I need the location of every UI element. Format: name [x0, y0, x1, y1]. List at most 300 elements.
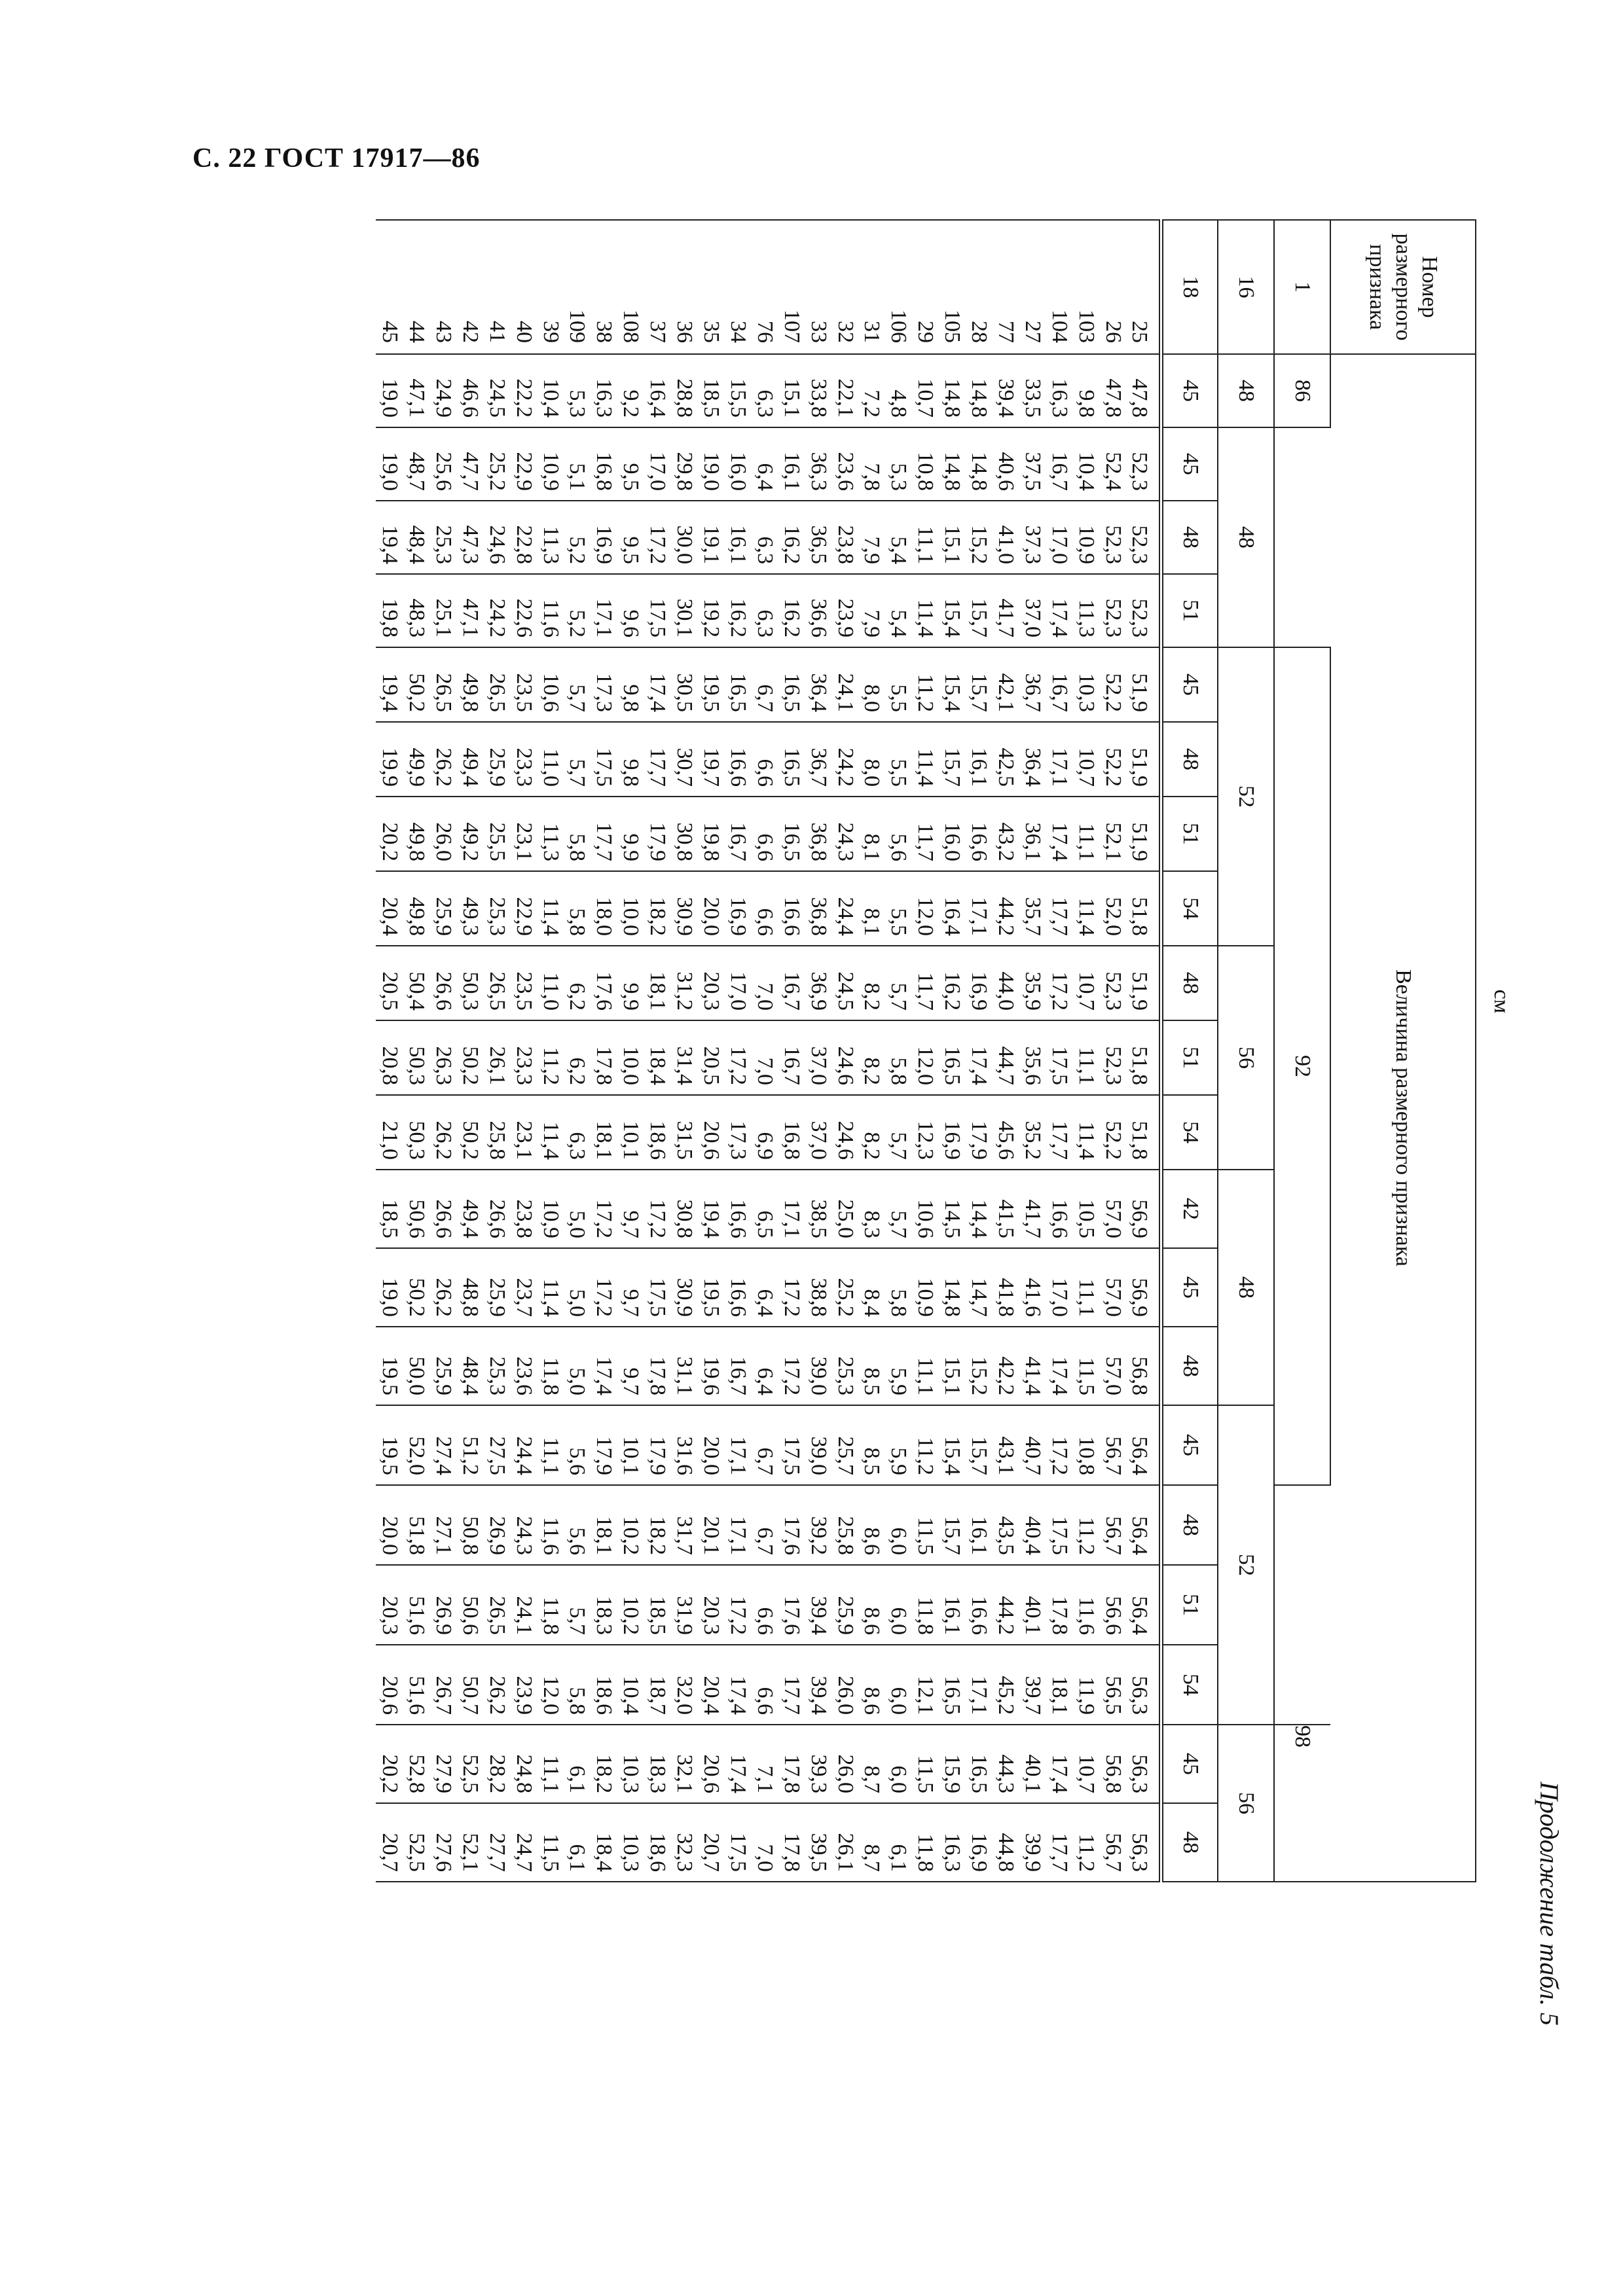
value-cell: 49,2 — [456, 797, 483, 871]
value-cell: 10,9 — [1072, 501, 1099, 574]
value-cell: 20,7 — [376, 1803, 403, 1882]
value-cell: 16,2 — [724, 574, 751, 647]
value-cell: 16,9 — [590, 501, 617, 574]
row-id-cell: 109 — [564, 220, 591, 354]
row-id-cell: 103 — [1072, 220, 1099, 354]
value-cell: 28,8 — [670, 354, 697, 427]
value-cell: 5,3 — [884, 427, 911, 501]
value-cell: 5,7 — [564, 647, 591, 722]
value-cell: 42,1 — [992, 647, 1019, 722]
value-cell: 45,2 — [992, 1645, 1019, 1725]
row-id-cell: 106 — [884, 220, 911, 354]
value-cell: 10,4 — [537, 354, 564, 427]
value-cell: 17,8 — [778, 1725, 805, 1803]
value-cell: 17,2 — [724, 1020, 751, 1095]
value-cell: 35,9 — [1019, 946, 1046, 1020]
row-id-cell: 32 — [831, 220, 858, 354]
row-id-cell: 41 — [483, 220, 510, 354]
value-cell: 17,2 — [778, 1248, 805, 1327]
value-cell: 26,6 — [429, 1170, 456, 1248]
value-cell: 11,1 — [537, 1725, 564, 1803]
row-id-cell: 26 — [1099, 220, 1126, 354]
value-cell: 28,2 — [483, 1725, 510, 1803]
value-cell: 5,7 — [884, 946, 911, 1020]
value-cell: 23,6 — [831, 427, 858, 501]
value-cell: 56,9 — [1126, 1248, 1161, 1327]
value-cell: 8,1 — [858, 797, 885, 871]
value-cell: 22,9 — [510, 871, 537, 946]
value-cell: 22,1 — [831, 354, 858, 427]
value-cell: 49,4 — [456, 1170, 483, 1248]
value-cell: 5,0 — [564, 1327, 591, 1405]
value-cell: 27,9 — [429, 1725, 456, 1803]
value-cell: 16,5 — [778, 722, 805, 797]
value-cell: 22,8 — [510, 501, 537, 574]
value-cell: 17,6 — [778, 1485, 805, 1565]
value-cell: 52,5 — [456, 1725, 483, 1803]
value-cell: 20,1 — [697, 1485, 724, 1565]
value-cell: 5,4 — [884, 501, 911, 574]
table-body — [376, 220, 1161, 1882]
value-cell: 19,5 — [376, 1405, 403, 1485]
group-blank-1 — [1274, 427, 1330, 647]
value-cell: 26,5 — [483, 1565, 510, 1645]
value-cell: 17,3 — [590, 647, 617, 722]
value-cell: 20,0 — [697, 871, 724, 946]
group-blank-2 — [1274, 1485, 1330, 1725]
value-cell: 16,1 — [938, 1565, 965, 1645]
row-id-cell: 42 — [456, 220, 483, 354]
col-head-7: 51 — [1161, 797, 1218, 871]
value-cell: 25,9 — [831, 1565, 858, 1645]
value-cell: 16,2 — [778, 574, 805, 647]
value-cell: 24,6 — [483, 501, 510, 574]
value-cell: 17,2 — [724, 1565, 751, 1645]
value-cell: 24,7 — [510, 1803, 537, 1882]
value-cell: 16,7 — [724, 1327, 751, 1405]
value-cell: 14,8 — [938, 427, 965, 501]
value-cell: 11,5 — [911, 1485, 938, 1565]
value-cell: 23,3 — [510, 1020, 537, 1095]
value-cell: 11,3 — [537, 797, 564, 871]
value-cell: 39,4 — [805, 1565, 831, 1645]
value-cell: 30,7 — [670, 722, 697, 797]
value-cell: 17,6 — [778, 1565, 805, 1645]
value-cell: 17,4 — [1046, 1327, 1072, 1405]
value-cell: 39,9 — [1019, 1803, 1046, 1882]
value-cell: 46,6 — [456, 354, 483, 427]
unit-label: см — [1489, 989, 1514, 1014]
value-cell: 16,4 — [938, 871, 965, 946]
value-cell: 9,7 — [617, 1248, 644, 1327]
value-cell: 5,9 — [884, 1327, 911, 1405]
value-cell: 10,8 — [1072, 1405, 1099, 1485]
value-cell: 7,0 — [751, 946, 778, 1020]
value-cell: 6,2 — [564, 1020, 591, 1095]
table-row — [1019, 220, 1046, 1882]
value-cell: 39,7 — [1019, 1645, 1046, 1725]
value-cell: 17,5 — [1046, 1020, 1072, 1095]
row-id-cell: 104 — [1046, 220, 1072, 354]
value-cell: 50,3 — [403, 1095, 429, 1170]
value-cell: 26,6 — [429, 946, 456, 1020]
value-cell: 6,7 — [751, 1405, 778, 1485]
value-cell: 50,2 — [403, 1248, 429, 1327]
value-cell: 20,6 — [376, 1645, 403, 1725]
value-cell: 9,9 — [617, 946, 644, 1020]
value-cell: 49,8 — [403, 871, 429, 946]
value-cell: 18,6 — [644, 1803, 670, 1882]
value-cell: 5,8 — [564, 1645, 591, 1725]
value-cell: 5,6 — [564, 1405, 591, 1485]
value-cell: 7,9 — [858, 574, 885, 647]
value-cell: 24,3 — [831, 797, 858, 871]
value-cell: 25,2 — [831, 1248, 858, 1327]
value-cell: 48,3 — [403, 574, 429, 647]
value-cell: 9,8 — [617, 647, 644, 722]
value-cell: 38,5 — [805, 1170, 831, 1248]
value-cell: 26,1 — [831, 1803, 858, 1882]
value-cell: 11,2 — [537, 1020, 564, 1095]
value-cell: 31,6 — [670, 1405, 697, 1485]
table-row — [644, 220, 670, 1882]
value-cell: 16,0 — [724, 427, 751, 501]
value-cell: 30,8 — [670, 797, 697, 871]
value-cell: 11,7 — [911, 797, 938, 871]
value-cell: 17,2 — [1046, 946, 1072, 1020]
value-cell: 18,5 — [644, 1565, 670, 1645]
value-cell: 11,6 — [537, 1485, 564, 1565]
value-cell: 16,1 — [965, 1485, 992, 1565]
value-cell: 17,7 — [1046, 1803, 1072, 1882]
value-cell: 8,7 — [858, 1725, 885, 1803]
value-cell: 5,3 — [564, 354, 591, 427]
value-cell: 9,6 — [617, 574, 644, 647]
value-cell: 36,4 — [1019, 722, 1046, 797]
value-cell: 26,5 — [483, 946, 510, 1020]
value-cell: 6,6 — [751, 871, 778, 946]
value-cell: 6,1 — [564, 1725, 591, 1803]
sub-56-b: 56 — [1218, 1725, 1274, 1882]
value-cell: 16,9 — [965, 946, 992, 1020]
value-cell: 18,7 — [644, 1645, 670, 1725]
col-head-4: 51 — [1161, 574, 1218, 647]
col-head-14: 48 — [1161, 1327, 1218, 1405]
value-cell: 17,5 — [644, 574, 670, 647]
value-cell: 32,3 — [670, 1803, 697, 1882]
value-cell: 57,0 — [1099, 1170, 1126, 1248]
value-cell: 52,3 — [1126, 574, 1161, 647]
row-id-cell: 29 — [911, 220, 938, 354]
value-cell: 6,3 — [751, 354, 778, 427]
col-head-12: 42 — [1161, 1170, 1218, 1248]
value-cell: 36,8 — [805, 871, 831, 946]
value-cell: 26,2 — [429, 722, 456, 797]
row-id-cell: 108 — [617, 220, 644, 354]
value-cell: 25,7 — [831, 1405, 858, 1485]
value-cell: 11,8 — [911, 1803, 938, 1882]
table-row — [858, 220, 885, 1882]
value-cell: 6,3 — [751, 574, 778, 647]
value-cell: 32,0 — [670, 1645, 697, 1725]
col-head-5: 45 — [1161, 647, 1218, 722]
value-cell: 29,8 — [670, 427, 697, 501]
value-cell: 15,5 — [724, 354, 751, 427]
value-cell: 15,9 — [938, 1725, 965, 1803]
value-cell: 27,5 — [483, 1405, 510, 1485]
value-cell: 50,3 — [456, 946, 483, 1020]
row-id-cell: 27 — [1019, 220, 1046, 354]
value-cell: 10,7 — [1072, 722, 1099, 797]
value-cell: 16,1 — [724, 501, 751, 574]
value-cell: 18,2 — [590, 1725, 617, 1803]
value-cell: 20,0 — [697, 1405, 724, 1485]
value-cell: 10,3 — [1072, 647, 1099, 722]
col-head-10: 51 — [1161, 1020, 1218, 1095]
value-cell: 17,7 — [644, 722, 670, 797]
value-cell: 7,8 — [858, 427, 885, 501]
row-header-text: Номер размерного признака — [1365, 233, 1442, 341]
value-cell: 36,5 — [805, 501, 831, 574]
col-head-18: 54 — [1161, 1645, 1218, 1725]
value-cell: 44,7 — [992, 1020, 1019, 1095]
value-cell: 15,7 — [965, 1405, 992, 1485]
value-cell: 49,8 — [456, 647, 483, 722]
value-cell: 17,1 — [778, 1170, 805, 1248]
value-cell: 41,0 — [992, 501, 1019, 574]
value-cell: 17,1 — [724, 1405, 751, 1485]
value-cell: 50,6 — [403, 1170, 429, 1248]
value-cell: 11,1 — [1072, 797, 1099, 871]
value-cell: 11,1 — [1072, 1248, 1099, 1327]
value-cell: 26,5 — [483, 647, 510, 722]
value-cell: 14,8 — [965, 427, 992, 501]
value-cell: 17,9 — [590, 1405, 617, 1485]
value-cell: 10,3 — [617, 1725, 644, 1803]
table-row — [1072, 220, 1099, 1882]
value-cell: 17,8 — [590, 1020, 617, 1095]
value-cell: 6,5 — [751, 1170, 778, 1248]
value-cell: 11,8 — [911, 1565, 938, 1645]
value-cell: 39,0 — [805, 1327, 831, 1405]
row-header-cell — [1330, 220, 1476, 354]
value-cell: 17,4 — [1046, 797, 1072, 871]
value-cell: 24,5 — [831, 946, 858, 1020]
value-cell: 24,4 — [510, 1405, 537, 1485]
value-cell: 15,7 — [938, 1485, 965, 1565]
value-cell: 52,5 — [403, 1803, 429, 1882]
value-cell: 17,1 — [965, 871, 992, 946]
col-head-3: 48 — [1161, 501, 1218, 574]
value-cell: 5,5 — [884, 871, 911, 946]
value-cell: 17,0 — [1046, 1248, 1072, 1327]
value-cell: 47,1 — [403, 354, 429, 427]
value-cell: 23,5 — [510, 647, 537, 722]
col-head-2: 45 — [1161, 427, 1218, 501]
value-cell: 8,0 — [858, 647, 885, 722]
value-cell: 22,6 — [510, 574, 537, 647]
value-cell: 51,9 — [1126, 797, 1161, 871]
value-cell: 38,8 — [805, 1248, 831, 1327]
value-cell: 7,0 — [751, 1020, 778, 1095]
value-cell: 5,8 — [884, 1248, 911, 1327]
value-cell: 26,2 — [429, 1248, 456, 1327]
value-cell: 10,9 — [911, 1248, 938, 1327]
value-cell: 20,7 — [697, 1803, 724, 1882]
value-cell: 26,7 — [429, 1645, 456, 1725]
value-cell: 56,4 — [1126, 1405, 1161, 1485]
value-cell: 52,8 — [403, 1725, 429, 1803]
value-cell: 20,2 — [376, 797, 403, 871]
value-cell: 5,7 — [884, 1170, 911, 1248]
value-cell: 19,7 — [697, 722, 724, 797]
table-row — [564, 220, 591, 1882]
value-cell: 17,2 — [590, 1170, 617, 1248]
value-cell: 30,8 — [670, 1170, 697, 1248]
value-cell: 19,6 — [697, 1327, 724, 1405]
row-id-cell: 28 — [965, 220, 992, 354]
value-cell: 10,4 — [617, 1645, 644, 1725]
value-cell: 15,1 — [778, 354, 805, 427]
value-cell: 52,3 — [1099, 501, 1126, 574]
value-cell: 16,7 — [1046, 647, 1072, 722]
value-cell: 30,1 — [670, 574, 697, 647]
value-cell: 36,7 — [805, 722, 831, 797]
col-head-19: 45 — [1161, 1725, 1218, 1803]
value-cell: 16,0 — [938, 797, 965, 871]
value-cell: 9,9 — [617, 797, 644, 871]
value-cell: 41,7 — [1019, 1170, 1046, 1248]
value-cell: 52,1 — [456, 1803, 483, 1882]
table-row — [483, 220, 510, 1882]
value-cell: 16,2 — [778, 501, 805, 574]
value-cell: 17,8 — [778, 1803, 805, 1882]
value-cell: 16,6 — [724, 1170, 751, 1248]
value-cell: 16,5 — [938, 1645, 965, 1725]
value-cell: 17,5 — [590, 722, 617, 797]
value-cell: 5,8 — [564, 797, 591, 871]
value-cell: 11,7 — [911, 946, 938, 1020]
value-cell: 24,2 — [483, 574, 510, 647]
value-cell: 11,5 — [911, 1725, 938, 1803]
value-cell: 26,5 — [429, 647, 456, 722]
value-cell: 25,3 — [429, 501, 456, 574]
value-cell: 31,2 — [670, 946, 697, 1020]
value-cell: 15,7 — [938, 722, 965, 797]
value-cell: 11,0 — [537, 722, 564, 797]
value-cell: 18,4 — [590, 1803, 617, 1882]
row-id-cell: 35 — [697, 220, 724, 354]
value-cell: 25,9 — [483, 1248, 510, 1327]
value-cell: 32,1 — [670, 1725, 697, 1803]
value-cell: 31,7 — [670, 1485, 697, 1565]
value-cell: 11,1 — [1072, 1020, 1099, 1095]
value-cell: 26,2 — [483, 1645, 510, 1725]
value-cell: 6,0 — [884, 1645, 911, 1725]
value-cell: 17,1 — [965, 1645, 992, 1725]
value-cell: 17,5 — [724, 1803, 751, 1882]
value-cell: 17,5 — [778, 1405, 805, 1485]
value-cell: 20,5 — [697, 1020, 724, 1095]
value-cell: 36,6 — [805, 574, 831, 647]
value-cell: 11,6 — [537, 574, 564, 647]
value-cell: 27,4 — [429, 1405, 456, 1485]
value-cell: 20,3 — [697, 946, 724, 1020]
row-id-cell: 25 — [1126, 220, 1161, 354]
value-cell: 16,7 — [724, 797, 751, 871]
value-cell: 50,7 — [456, 1645, 483, 1725]
value-cell: 48,4 — [403, 501, 429, 574]
value-cell: 14,5 — [938, 1170, 965, 1248]
table-row — [429, 220, 456, 1882]
value-cell: 37,0 — [805, 1095, 831, 1170]
value-cell: 5,2 — [564, 501, 591, 574]
value-cell: 11,2 — [1072, 1485, 1099, 1565]
value-cell: 16,7 — [778, 946, 805, 1020]
value-cell: 31,4 — [670, 1020, 697, 1095]
value-cell: 17,2 — [778, 1327, 805, 1405]
value-cell: 56,4 — [1126, 1565, 1161, 1645]
value-cell: 52,3 — [1099, 946, 1126, 1020]
value-cell: 12,0 — [911, 1020, 938, 1095]
value-cell: 6,0 — [884, 1485, 911, 1565]
value-cell: 5,8 — [884, 1020, 911, 1095]
value-cell: 40,6 — [992, 427, 1019, 501]
value-cell: 43,5 — [992, 1485, 1019, 1565]
value-cell: 16,9 — [938, 1095, 965, 1170]
value-cell: 10,9 — [537, 1170, 564, 1248]
value-cell: 16,8 — [590, 427, 617, 501]
value-cell: 12,0 — [537, 1645, 564, 1725]
value-cell: 52,1 — [1099, 797, 1126, 871]
value-cell: 35,2 — [1019, 1095, 1046, 1170]
value-cell: 24,2 — [831, 722, 858, 797]
value-cell: 14,8 — [938, 354, 965, 427]
value-cell: 9,5 — [617, 501, 644, 574]
value-cell: 42,5 — [992, 722, 1019, 797]
value-cell: 20,3 — [376, 1565, 403, 1645]
value-cell: 17,8 — [1046, 1565, 1072, 1645]
value-cell: 15,1 — [938, 1327, 965, 1405]
table-row — [884, 220, 911, 1882]
value-cell: 7,2 — [858, 354, 885, 427]
table-row — [376, 220, 403, 1882]
value-cell: 8,5 — [858, 1405, 885, 1485]
value-cell: 5,5 — [884, 647, 911, 722]
value-cell: 56,3 — [1126, 1725, 1161, 1803]
value-cell: 20,6 — [697, 1095, 724, 1170]
value-cell: 8,2 — [858, 1095, 885, 1170]
value-cell: 25,3 — [483, 1327, 510, 1405]
value-cell: 10,7 — [911, 354, 938, 427]
value-cell: 35,6 — [1019, 1020, 1046, 1095]
value-cell: 8,3 — [858, 1170, 885, 1248]
value-cell: 56,3 — [1126, 1803, 1161, 1882]
value-cell: 23,8 — [831, 501, 858, 574]
value-cell: 24,1 — [510, 1565, 537, 1645]
value-cell: 20,8 — [376, 1020, 403, 1095]
value-cell: 25,8 — [483, 1095, 510, 1170]
table-row — [992, 220, 1019, 1882]
value-cell: 11,0 — [537, 946, 564, 1020]
value-cell: 19,4 — [376, 647, 403, 722]
value-cell: 16,1 — [965, 722, 992, 797]
table-row — [938, 220, 965, 1882]
value-cell: 6,0 — [884, 1565, 911, 1645]
value-cell: 51,9 — [1126, 722, 1161, 797]
value-cell: 12,1 — [911, 1645, 938, 1725]
value-cell: 11,3 — [1072, 574, 1099, 647]
